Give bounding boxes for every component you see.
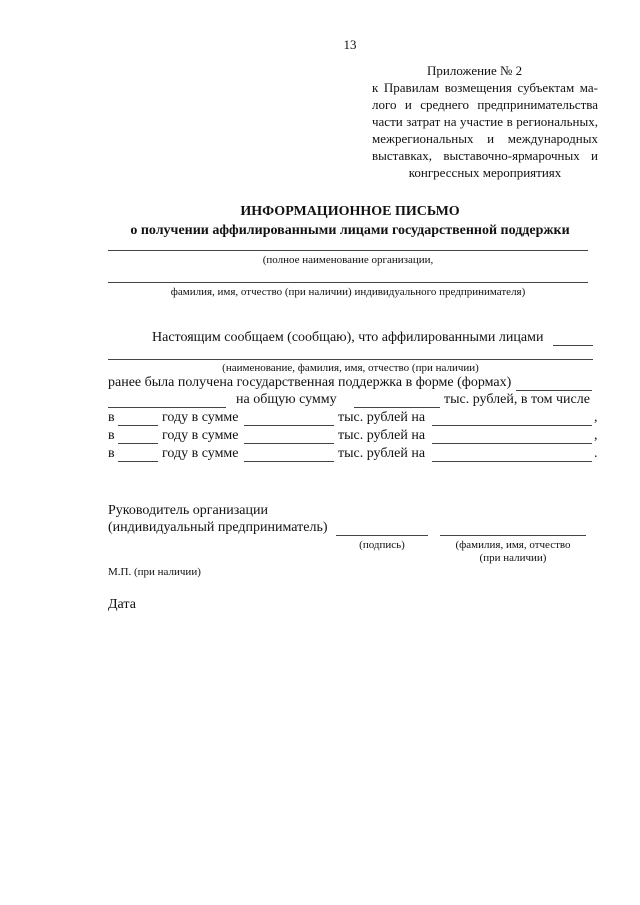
entrepreneur-line [108, 282, 588, 283]
org-name-line [108, 250, 588, 251]
row-purpose-blank [432, 443, 592, 444]
row-year-sum-text: году в сумме [162, 410, 239, 425]
intro-blank [553, 345, 593, 346]
head-title-line2: (индивидуальный предприниматель) [108, 520, 328, 535]
thousand-incl-text: тыс. рублей, в том числе [444, 392, 590, 407]
document-title: ИНФОРМАЦИОННОЕ ПИСЬМО [240, 204, 460, 219]
row-sum-blank [244, 443, 334, 444]
affiliated-caption: (наименование, фамилия, имя, отчество (при наличии) [222, 362, 479, 374]
org-name-caption: (полное наименование организации, [262, 254, 434, 266]
row-purpose-blank [432, 425, 592, 426]
signature-caption: (подпись) [359, 539, 405, 551]
row-year-blank [118, 425, 158, 426]
form-blank [516, 390, 592, 391]
row-sum-blank [244, 461, 334, 462]
head-title-line1: Руководитель организации [108, 503, 268, 518]
annex-line: межрегиональных и международных [372, 131, 598, 146]
row-end-mark: . [594, 446, 598, 461]
full-name-caption-2: (при наличии) [479, 552, 547, 564]
row-year-blank [118, 461, 158, 462]
row-thousand-for-text: тыс. рублей на [338, 446, 426, 461]
stamp-label: М.П. (при наличии) [108, 566, 201, 578]
full-name-caption: (фамилия, имя, отчество [455, 539, 571, 551]
form-blank-2 [108, 407, 226, 408]
row-in-word: в [108, 446, 115, 461]
row-end-mark: , [594, 428, 598, 443]
document-subtitle: о получении аффилированными лицами государственной поддержки [130, 223, 570, 238]
date-label: Дата [108, 597, 136, 612]
annex-block [372, 62, 598, 181]
page-number: 13 [343, 37, 357, 52]
annex-line: выставках, выставочно-ярмарочных и [372, 148, 598, 163]
full-name-line [440, 535, 586, 536]
annex-line: к Правилам возмещения субъектам ма- [372, 80, 598, 95]
row-in-word: в [108, 428, 115, 443]
received-text: ранее была получена государственная поддержка в форме (формах) [108, 375, 512, 390]
annex-line: части затрат на участие в региональных, [372, 114, 598, 129]
row-end-mark: , [594, 410, 598, 425]
entrepreneur-caption: фамилия, имя, отчество (при наличии) индивидуального предпринимателя) [170, 286, 526, 298]
row-year-blank [118, 443, 158, 444]
row-thousand-for-text: тыс. рублей на [338, 428, 426, 443]
signature-line [336, 535, 428, 536]
affiliated-line [108, 359, 593, 360]
row-year-sum-text: году в сумме [162, 428, 239, 443]
row-in-word: в [108, 410, 115, 425]
row-purpose-blank [432, 461, 592, 462]
annex-line: конгрессных мероприятиях [408, 165, 562, 180]
annex-line: Приложение № 2 [427, 63, 523, 78]
row-year-sum-text: году в сумме [162, 446, 239, 461]
row-thousand-for-text: тыс. рублей на [338, 410, 426, 425]
total-sum-text: на общую сумму [236, 392, 337, 407]
row-sum-blank [244, 425, 334, 426]
annex-line: лого и среднего предпринимательства [372, 97, 598, 112]
total-sum-blank [354, 407, 440, 408]
intro-text: Настоящим сообщаем (сообщаю), что аффилированными лицами [152, 330, 544, 345]
